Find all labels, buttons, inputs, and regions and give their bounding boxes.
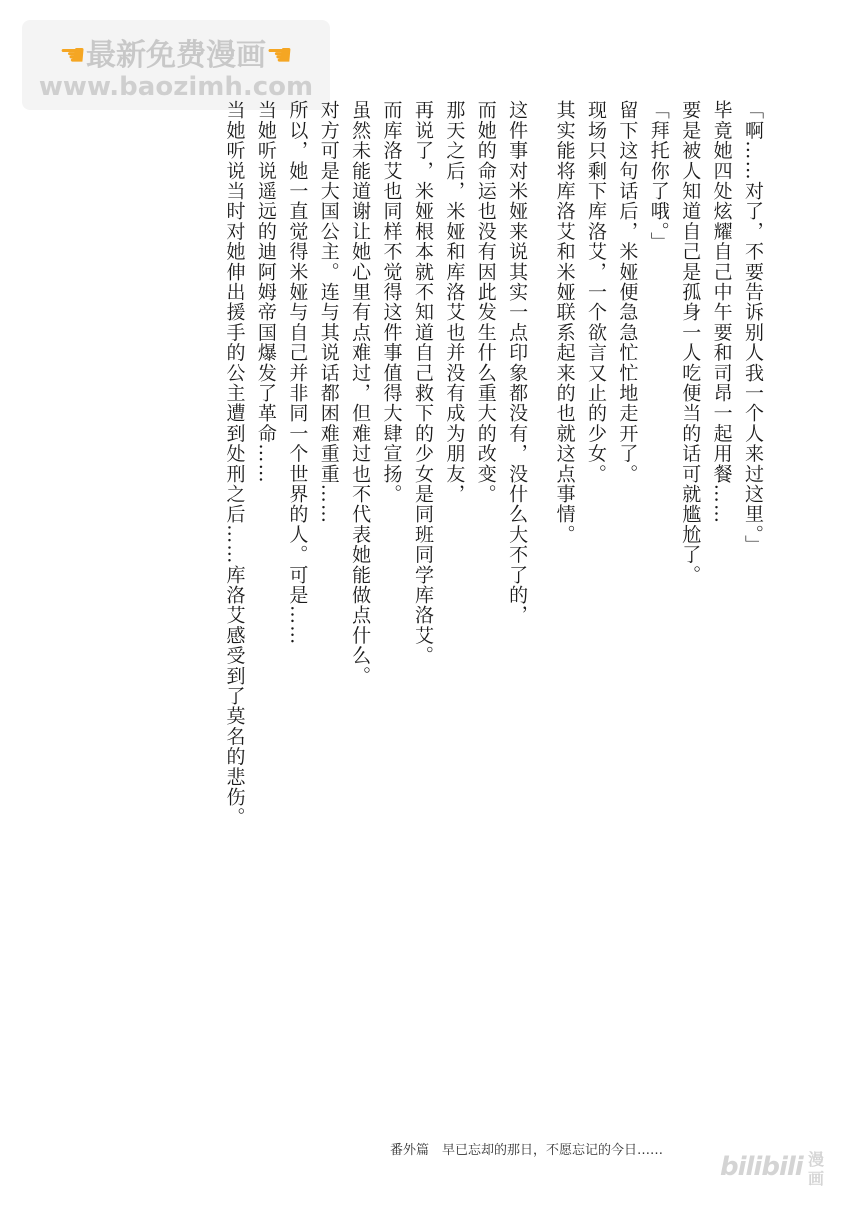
text-line: 再说了，米娅根本就不知道自己救下的少女是同班同学库洛艾。 (411, 100, 434, 666)
text-line: 当她听说遥远的迪阿姆帝国爆发了革命…… (254, 100, 277, 484)
text-line: 毕竟她四处炫耀自己中午要和司昂一起用餐…… (710, 100, 733, 525)
text-line: 那天之后，米娅和库洛艾也并没有成为朋友， (443, 100, 466, 504)
text-line: 所以，她一直觉得米娅与自己并非同一个世界的人。可是…… (286, 100, 309, 646)
text-line: 对方可是大国公主。连与其说话都困难重重…… (317, 100, 340, 525)
pointing-hand-icon: ☚ (266, 38, 293, 73)
site-watermark (22, 20, 330, 110)
text-line: 虽然未能道谢让她心里有点难过，但难过也不代表她能做点什么。 (349, 100, 372, 686)
novel-text-body (218, 100, 768, 860)
text-line: 现场只剩下库洛艾，一个欲言又止的少女。 (584, 100, 607, 484)
text-line: 「拜托你了哦。」 (647, 100, 670, 253)
watermark-title-text: 最新免费漫画 (86, 38, 266, 73)
bilibili-manga-logo (720, 1150, 830, 1192)
text-line: 留下这句话后，米娅便急急忙忙地走开了。 (616, 100, 639, 484)
text-line: 其实能将库洛艾和米娅联系起来的也就这点事情。 (553, 100, 576, 545)
text-line: 而库洛艾也同样不觉得这件事值得大肆宣扬。 (380, 100, 403, 504)
logo-suffix: 漫画 (808, 1150, 825, 1188)
text-line: 而她的命运也没有因此发生什么重大的改变。 (474, 100, 497, 504)
watermark-url: www.baozimh.com (38, 72, 314, 102)
text-line: 要是被人知道自己是孤身一人吃便当的话可就尴尬了。 (679, 100, 702, 585)
chapter-footer: 番外篇 早已忘却的那日，不愿忘记的今日…… (390, 1143, 664, 1158)
logo-brand: bilibili (720, 1152, 803, 1182)
text-line: 当她听说当时对她伸出援手的公主遭到处刑之后……库洛艾感受到了莫名的悲伤。 (223, 100, 246, 828)
pointing-hand-icon: ☚ (59, 38, 86, 73)
watermark-title (22, 30, 330, 74)
text-line: 「啊……对了，不要告诉别人我一个人来过这里。」 (742, 100, 764, 556)
text-line: 这件事对米娅来说其实一点印象都没有，没什么大不了的， (506, 100, 529, 626)
